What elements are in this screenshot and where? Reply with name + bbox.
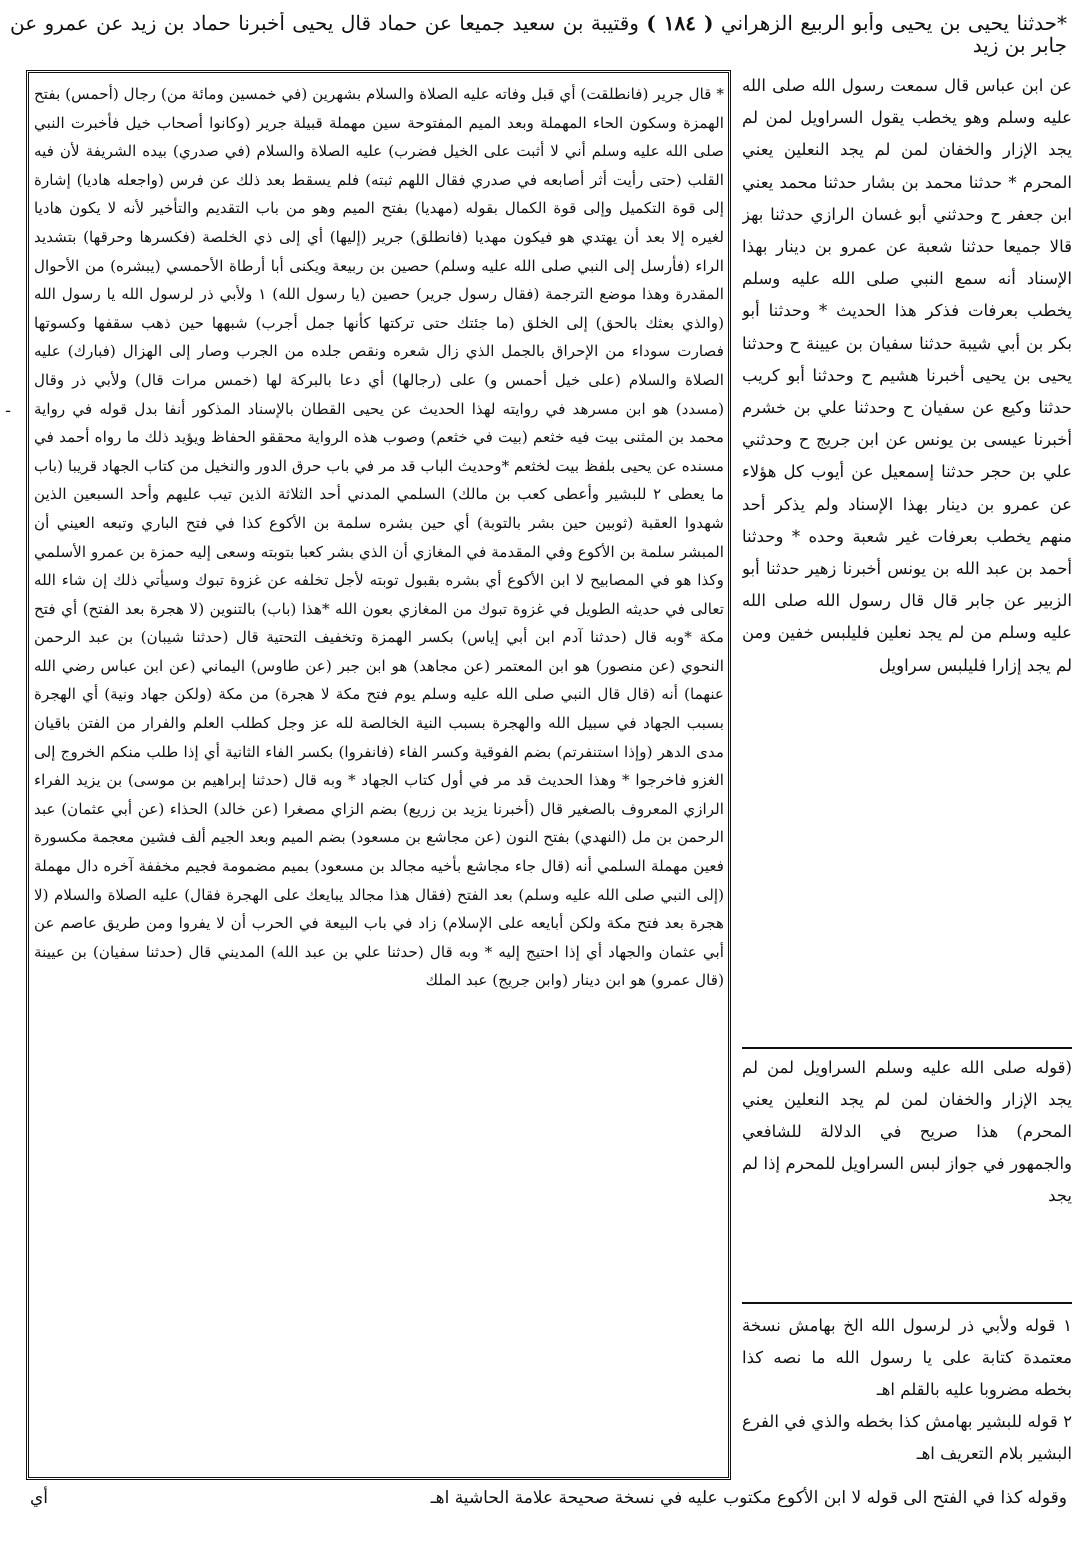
- hadith-column: [742, 70, 1072, 1480]
- hadith-text: عن ابن عباس قال سمعت رسول الله صلى الله عليه وسلم وهو يخطب يقول السراويل لمن لم يجد الإزار والخفان لمن لم يجد النعلين يعني المحرم * حدثنا محمد بن بشار حدثنا محمد يعني ابن جعفر ح وحدثني أبو غسان الرازي حدثنا بهز قالا جميعا حدثنا شعبة عن عمرو بن دينار بهذا الإسناد أنه سمع النبي صلى الله عليه وسلم يخطب بعرفات فذكر هذا الحديث * وحدثنا أبو بكر بن أبي شيبة حدثنا سفيان بن عيينة ح وحدثنا يحيى بن يحيى أخبرنا هشيم ح وحدثنا أبو كريب حدثنا وكيع عن سفيان ح وحدثنا علي بن خشرم أخبرنا عيسى بن يونس عن ابن جريج ح وحدثني علي بن حجر حدثنا إسمعيل عن أيوب كل هؤلاء عن عمرو بن دينار بهذا الإسناد ولم يذكر أحد منهم يخطب بعرفات غير شعبة وحده * وحدثنا أحمد بن عبد الله بن يونس أخبرنا زهير حدثنا أبو الزبير عن جابر قال قال رسول الله صلى الله عليه وسلم من لم يجد نعلين فليلبس خفين ومن لم يجد إزارا فليلبس سراويل: [742, 76, 1072, 675]
- divider-rule: [742, 1047, 1072, 1049]
- page-number: ( ١٨٤ ): [646, 12, 714, 35]
- footnote-1: ١ قوله ولأبي ذر لرسول الله الخ بهامش نسخة معتمدة كتابة على يا رسول الله ما نصه كذا بخطه مضروبا عليه بالقلم اهـ: [742, 1316, 1072, 1399]
- header-text: *حدثنا يحيى بن يحيى وأبو الربيع الزهراني: [720, 12, 1067, 35]
- commentary-text: * قال جرير (فانطلقت) أي قبل وفاته عليه الصلاة والسلام بشهرين (في خمسين ومائة من) رجال (أحمس) بفتح الهمزة وسكون الحاء المهملة وبعد الميم المفتوحة سين مهملة قبيلة جرير (وكانوا أصحاب خيل فأخبرت النبي صلى الله عليه وسلم أني لا أثبت على الخيل فضرب) عليه الصلاة والسلام (في صدري) بيده الشريفة لأن فيه القلب (حتى رأيت أثر أصابعه في صدري فقال اللهم ثبته) فلم يسقط بعد ذلك عن فرس (واجعله هاديا) إشارة إلى قوة التكميل وإلى قوة الكمال بقوله (مهديا) بفتح الميم وهو من باب التقديم والتأخير لأنه لا يكون هاديا لغيره إلا بعد أن يهتدي هو فيكون مهديا (فانطلق) جرير (إليها) أي إلى ذي الخلصة (فكسرها وحرقها) بتشديد الراء (فأرسل إلى النبي صلى الله عليه وسلم) حصين بن ربيعة ويكنى أبا أرطاة الأحمسي (يبشره) من الأحوال المقدرة وهذا موضع الترجمة (فقال رسول جرير) حصين (يا رسول الله) ١ ولأبي ذر لرسول الله يا رسول الله (والذي بعثك بالحق) إلى الخلق (ما جئتك حتى تركتها كأنها جمل أجرب) شبهها حين ذهب سقفها وكسوتها فصارت سوداء من الإحراق بالجمل الذي زال شعره ونقص جلده من الجرب وصار إلى الهزال (فبارك) عليه الصلاة والسلام (على خيل أحمس و) على (رجالها) أي دعا بالبركة لها (خمس مرات قال) ولأبي ذر وقال (مسدد) هو ابن مسرهد في روايته لهذا الحديث عن يحيى القطان بالإسناد المذكور أنفا بدل قوله في رواية محمد بن المثنى بيت فيه خثعم (بيت في خثعم) وصوب هذه الرواية محققو الحفاظ ويؤيد ذلك ما رواه أحمد في مسنده عن يحيى بلفظ بيت لخثعم *وحديث الباب قد مر في باب حرق الدور والنخيل من كتاب الجهاد قريبا (باب ما يعطى ٢ للبشير وأعطى كعب بن مالك) السلمي المدني أحد الثلاثة الذين تيب عليهم وأحد السبعين الذين شهدوا العقبة (ثوبين حين بشر بالتوبة) أي حين بشره سلمة بن الأكوع كذا في فتح الباري وتبعه العيني أن المبشر سلمة بن الأكوع وفي المقدمة في المغازي أن الذي بشر كعبا بتوبته وسعى إليه حمزة بن عمرو الأسلمي وكذا هو في المصابيح لا ابن الأكوع أي بشره بقبول توبته لأجل تخلفه عن غزوة تبوك وسيأتي ذلك إن شاء الله تعالى في حديثه الطويل في غزوة تبوك من المغازي بعون الله *هذا (باب) بالتنوين (لا هجرة بعد الفتح) أي فتح مكة *وبه قال (حدثنا آدم ابن أبي إياس) بكسر الهمزة وتخفيف التحتية قال (حدثنا شيبان) بن عبد الرحمن النحوي (عن منصور) هو ابن المعتمر (عن مجاهد) هو ابن جبر (عن طاوس) اليماني (عن ابن عباس رضي الله عنهما) أنه (قال قال النبي صلى الله عليه وسلم يوم فتح مكة لا هجرة) من مكة (ولكن جهاد ونية) أي الهجرة بسبب الجهاد في سبيل الله والهجرة بسبب النية الخالصة لله عز وجل كطلب العلم والفرار من الفتن باقيان مدى الدهر (وإذا استنفرتم) بضم الفوقية وكسر الفاء (فانفروا) بكسر الفاء الثانية أي إذا طلب منكم الخروج إلى الغزو فاخرجوا * وهذا الحديث قد مر في أول كتاب الجهاد * وبه قال (حدثنا إبراهيم بن موسى) بن يزيد الفراء الرازي المعروف بالصغير قال (أخبرنا يزيد بن زريع) بضم الزاي مصغرا (عن خالد) الحذاء (عن أبي عثمان) عبد الرحمن بن مل (النهدي) بفتح النون (عن مجاشع بن مسعود) بضم الميم وبعد الجيم ألف فشين معجمة مكسورة فعين مهملة السلمي أنه (قال جاء مجاشع بأخيه مجالد بن مسعود) بميم مضمومة فجيم مخففة آخره دال مهملة (إلى النبي صلى الله عليه وسلم) بعد الفتح (فقال هذا مجالد يبايعك على الهجرة فقال) عليه الصلاة والسلام (لا هجرة بعد فتح مكة ولكن أبايعه على الإسلام) زاد في باب البيعة في الحرب أن لا يفروا ومن طريق عاصم عن أبي عثمان والجهاد أي إذا احتيج إليه * وبه قال (حدثنا علي بن عبد الله) المديني قال (حدثنا سفيان) بن عيينة (قال عمرو) هو ابن دينار (وابن جريج) عبد الملك: [34, 85, 724, 990]
- page-header: [10, 12, 1067, 58]
- bottom-note: وقوله كذا في الفتح الى قوله لا ابن الأكوع مكتوب عليه في نسخة صحيحة علامة الحاشية اهـ: [430, 1488, 1067, 1508]
- header-text-continued: وقتيبة بن سعيد جميعا عن حماد قال يحيى أخبرنا حماد بن زيد عن عمرو عن جابر بن زيد: [10, 12, 1067, 57]
- footnote-2: ٢ قوله للبشير بهامش كذا بخطه والذي في الفرع البشير بلام التعريف اهـ: [742, 1412, 1072, 1463]
- footnotes: [742, 1310, 1072, 1475]
- margin-mark: ـ: [6, 400, 11, 416]
- catchword: أي: [30, 1488, 49, 1508]
- bottom-line: [26, 1484, 1067, 1512]
- footnote-rule: [742, 1302, 1072, 1304]
- nawawi-note: (قوله صلى الله عليه وسلم السراويل لمن لم يجد الإزار والخفان لمن لم يجد النعلين يعني المحرم) هذا صريح في الدلالة للشافعي والجمهور في جواز لبس السراويل للمحرم إذا لم يجد: [742, 1058, 1072, 1205]
